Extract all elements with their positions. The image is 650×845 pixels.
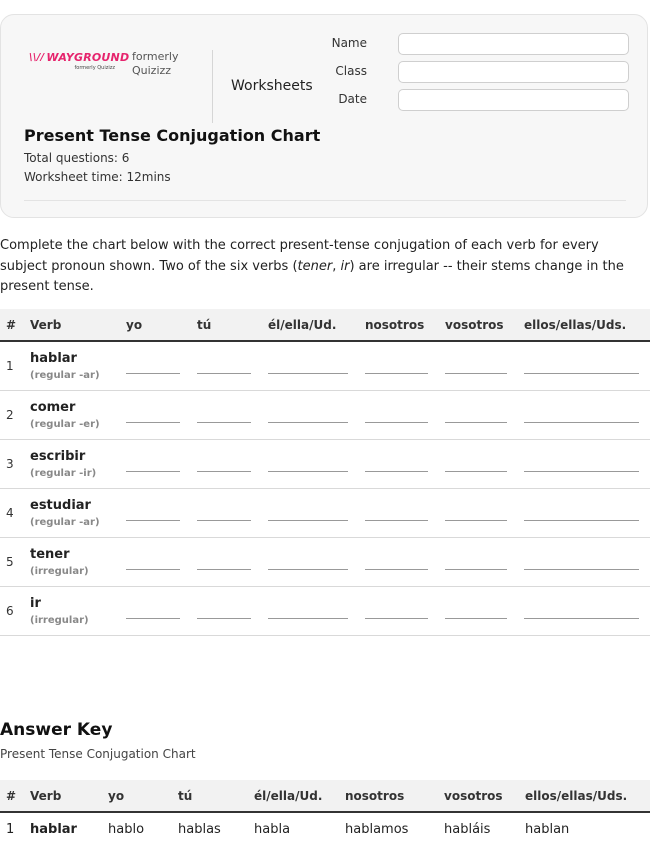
row-number: 3: [0, 440, 24, 489]
header-nosotros: nosotros: [359, 309, 439, 341]
answer-cell-yo: [120, 440, 191, 489]
answer-cell-tu: [191, 587, 262, 636]
ak-verb: hablar: [30, 821, 77, 837]
table-row: [0, 341, 650, 391]
row-number: 2: [0, 391, 24, 440]
answer-blank-vosotros[interactable]: [445, 618, 507, 619]
answer-cell-ellos: [518, 587, 650, 636]
answer-cell-tu: [191, 440, 262, 489]
verb-type: (regular -ir): [30, 468, 97, 479]
verb-name: escribir: [30, 449, 86, 464]
answer-blank-ellos[interactable]: [524, 618, 639, 619]
answer-cell-nosotros: [359, 489, 439, 538]
answer-cell-el: [262, 341, 359, 391]
answer-blank-tu[interactable]: [197, 618, 251, 619]
ak-header-verb: Verb: [24, 780, 102, 812]
answer-cell-yo: [120, 587, 191, 636]
worksheets-label: Worksheets: [231, 78, 313, 94]
verb-type: (regular -ar): [30, 517, 100, 528]
verb-type: (regular -ar): [30, 370, 100, 381]
ak-nosotros: hablamos: [345, 821, 409, 837]
instructions-separator: ,: [332, 258, 341, 274]
answer-cell-el: [262, 440, 359, 489]
answer-blank-tu[interactable]: [197, 471, 251, 472]
header-number: #: [0, 309, 24, 341]
answer-cell-vosotros: [439, 391, 518, 440]
class-label: Class: [335, 64, 367, 78]
instructions-text: [0, 236, 645, 298]
worksheet-header-card: [0, 14, 648, 218]
answer-cell-yo: [120, 489, 191, 538]
answer-key-table: [0, 780, 650, 845]
answer-key-row: [0, 812, 650, 845]
ak-header-el: él/ella/Ud.: [248, 780, 339, 812]
instructions-part2: ) are irregular -- their stems change in the present tense.: [0, 258, 624, 294]
answer-blank-yo[interactable]: [126, 422, 180, 423]
verb-type: (irregular): [30, 615, 89, 626]
logo-text: WAYGROUND: [46, 51, 130, 64]
date-input[interactable]: [398, 89, 629, 111]
answer-blank-nosotros[interactable]: [365, 373, 428, 374]
verb-cell: [24, 391, 120, 440]
answer-key-subtitle: Present Tense Conjugation Chart: [0, 747, 196, 761]
row-number: 4: [0, 489, 24, 538]
ak-tu: hablas: [178, 821, 221, 837]
answer-blank-tu[interactable]: [197, 422, 251, 423]
answer-cell-vosotros: [439, 341, 518, 391]
answer-blank-nosotros[interactable]: [365, 520, 428, 521]
answer-blank-yo[interactable]: [126, 520, 180, 521]
ak-header-tu: tú: [172, 780, 248, 812]
answer-blank-ellos[interactable]: [524, 569, 639, 570]
answer-cell-el: [262, 391, 359, 440]
class-field-row: [331, 61, 631, 83]
answer-cell-ellos: [518, 391, 650, 440]
name-label: Name: [331, 36, 367, 50]
ak-header-yo: yo: [102, 780, 172, 812]
header-yo: yo: [120, 309, 191, 341]
answer-cell-vosotros: [439, 440, 518, 489]
ak-ellos: hablan: [525, 821, 570, 837]
wayground-logo: [29, 51, 130, 71]
verb-cell: [24, 489, 120, 538]
verb-cell: [24, 341, 120, 391]
header-verb: Verb: [24, 309, 120, 341]
answer-blank-vosotros[interactable]: [445, 569, 507, 570]
name-input[interactable]: [398, 33, 629, 55]
logo-mark-icon: \\//: [29, 52, 45, 63]
verb-type: (regular -er): [30, 419, 100, 430]
answer-blank-ellos[interactable]: [524, 422, 639, 423]
answer-cell-nosotros: [359, 538, 439, 587]
row-number: 1: [0, 341, 24, 391]
answer-blank-el[interactable]: [268, 569, 348, 570]
answer-cell-tu: [191, 538, 262, 587]
ak-number: 1: [6, 821, 15, 837]
answer-cell-tu: [191, 341, 262, 391]
header-vosotros: vosotros: [439, 309, 518, 341]
answer-key-title: Answer Key: [0, 720, 113, 740]
answer-blank-vosotros[interactable]: [445, 422, 507, 423]
header-tu: tú: [191, 309, 262, 341]
answer-blank-el[interactable]: [268, 373, 348, 374]
worksheet-title: Present Tense Conjugation Chart: [24, 126, 321, 145]
ak-yo: hablo: [108, 821, 145, 837]
verb-name: comer: [30, 400, 76, 415]
answer-blank-nosotros[interactable]: [365, 422, 428, 423]
worksheet-time: Worksheet time: 12mins: [24, 170, 171, 184]
answer-blank-vosotros[interactable]: [445, 471, 507, 472]
answer-blank-vosotros[interactable]: [445, 373, 507, 374]
header-ellos: ellos/ellas/Uds.: [518, 309, 650, 341]
total-questions: Total questions: 6: [24, 151, 130, 165]
answer-cell-vosotros: [439, 489, 518, 538]
ak-header-ellos: ellos/ellas/Uds.: [519, 780, 650, 812]
verb-cell: [24, 440, 120, 489]
answer-blank-nosotros[interactable]: [365, 618, 428, 619]
instructions-part1: Complete the chart below with the correct present-tense conjugation of each verb for every subject pronoun shown. Two of the six verbs (: [0, 238, 599, 274]
answer-cell-vosotros: [439, 587, 518, 636]
date-field-row: [331, 89, 631, 111]
answer-cell-yo: [120, 391, 191, 440]
answer-key-header-row: [0, 780, 650, 812]
header-divider: [212, 50, 213, 123]
answer-blank-yo[interactable]: [126, 569, 180, 570]
answer-cell-nosotros: [359, 391, 439, 440]
answer-cell-el: [262, 587, 359, 636]
conjugation-table: [0, 309, 650, 636]
answer-blank-el[interactable]: [268, 471, 348, 472]
verb-name: estudiar: [30, 498, 91, 513]
ak-header-number: #: [0, 780, 24, 812]
table-row: [0, 489, 650, 538]
logo-subtext: formerly Quizizz: [74, 65, 115, 71]
verb-name: hablar: [30, 351, 77, 366]
answer-cell-nosotros: [359, 587, 439, 636]
answer-cell-el: [262, 538, 359, 587]
instructions-verb-ir: ir: [340, 258, 350, 274]
table-row: [0, 391, 650, 440]
answer-blank-tu[interactable]: [197, 520, 251, 521]
verb-name: ir: [30, 596, 41, 611]
answer-blank-ellos[interactable]: [524, 471, 639, 472]
answer-blank-yo[interactable]: [126, 373, 180, 374]
answer-cell-nosotros: [359, 440, 439, 489]
class-input[interactable]: [398, 61, 629, 83]
verb-cell: [24, 538, 120, 587]
name-field-row: [331, 33, 631, 55]
ak-el: habla: [254, 821, 291, 837]
formerly-quizizz-text: formerly Quizizz: [132, 50, 179, 77]
table-row: [0, 538, 650, 587]
answer-blank-yo[interactable]: [126, 471, 180, 472]
answer-cell-tu: [191, 391, 262, 440]
answer-blank-el[interactable]: [268, 422, 348, 423]
row-number: 5: [0, 538, 24, 587]
answer-cell-yo: [120, 341, 191, 391]
answer-blank-tu[interactable]: [197, 373, 251, 374]
answer-cell-ellos: [518, 489, 650, 538]
verb-cell: [24, 587, 120, 636]
table-row: [0, 440, 650, 489]
answer-blank-nosotros[interactable]: [365, 471, 428, 472]
verb-name: tener: [30, 547, 70, 562]
answer-cell-ellos: [518, 341, 650, 391]
header-card-rule: [24, 200, 626, 201]
answer-cell-yo: [120, 538, 191, 587]
answer-blank-yo[interactable]: [126, 618, 180, 619]
ak-header-vosotros: vosotros: [438, 780, 519, 812]
answer-cell-ellos: [518, 440, 650, 489]
table-row: [0, 587, 650, 636]
instructions-verb-tener: tener: [297, 258, 333, 274]
answer-blank-vosotros[interactable]: [445, 520, 507, 521]
ak-header-nosotros: nosotros: [339, 780, 438, 812]
table-header-row: [0, 309, 650, 341]
answer-cell-tu: [191, 489, 262, 538]
header-el: él/ella/Ud.: [262, 309, 359, 341]
answer-blank-el[interactable]: [268, 618, 348, 619]
answer-blank-tu[interactable]: [197, 569, 251, 570]
ak-vosotros: habláis: [444, 821, 491, 837]
answer-cell-vosotros: [439, 538, 518, 587]
answer-blank-el[interactable]: [268, 520, 348, 521]
answer-blank-ellos[interactable]: [524, 373, 639, 374]
date-label: Date: [338, 92, 367, 106]
answer-blank-nosotros[interactable]: [365, 569, 428, 570]
row-number: 6: [0, 587, 24, 636]
answer-cell-el: [262, 489, 359, 538]
answer-blank-ellos[interactable]: [524, 520, 639, 521]
verb-type: (irregular): [30, 566, 89, 577]
answer-cell-nosotros: [359, 341, 439, 391]
answer-cell-ellos: [518, 538, 650, 587]
